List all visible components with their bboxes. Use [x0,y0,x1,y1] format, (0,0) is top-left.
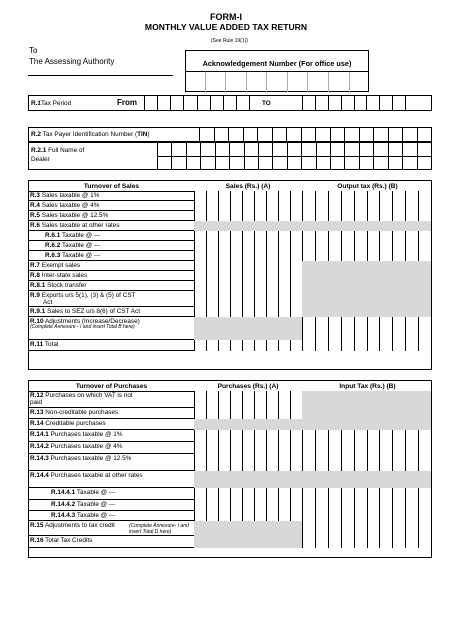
amount-cells[interactable] [194,511,302,521]
row-note: (Complete Annexure - I and insert Total B here) [30,324,135,330]
shaded-cell [302,408,431,419]
row-label: Creditable purchases [45,420,106,427]
dealer-label-2: Dealer [31,156,50,163]
to-period-label: TO [262,100,271,107]
shaded-cell [194,471,302,488]
authority-label: The Assessing Authority [29,57,115,66]
table-row [29,442,194,454]
amount-cells[interactable] [194,191,302,201]
amount-cells[interactable] [194,430,302,442]
amount-cells[interactable] [194,271,302,281]
dealer-label: Full Name of [48,147,85,154]
tax-cells[interactable] [302,211,431,221]
shaded-cell [302,221,431,231]
row-label: Purchases taxable @ 1% [50,431,123,438]
table-row [29,191,194,201]
shaded-cell [194,521,302,536]
tax-cells[interactable] [302,201,431,211]
ack-number-cells[interactable] [185,71,369,92]
row-code: R.9.1 [30,308,46,315]
shaded-cell [194,419,302,430]
shaded-cell [194,536,302,548]
amount-cells[interactable] [194,291,302,307]
row-code: R.6.3 [45,252,61,259]
shaded-cell [302,419,431,430]
shaded-cell [194,221,302,231]
to-label: To [29,46,38,55]
col-header-tax: Input Tax (Rs.) (B) [339,383,396,390]
tax-cells[interactable] [302,454,431,471]
row-code: R.6.2 [45,242,61,249]
amount-cells[interactable] [194,261,302,271]
address-line [28,75,173,76]
row-label-cont: paid [30,399,43,406]
sales-table [28,180,432,370]
table-row [29,488,194,500]
row-label: Sales taxable @ 12.5% [41,212,109,219]
tax-cells[interactable] [302,340,431,351]
row-code: R.14.3 [30,455,49,462]
table-row [29,221,194,231]
row-code: R.6.1 [45,232,61,239]
table-row [29,536,194,548]
shaded-cell [302,471,431,488]
amount-cells[interactable] [194,454,302,471]
table-row [29,271,194,281]
table-row [29,430,194,442]
tax-cells[interactable] [302,317,431,340]
tin-row: R.2 Tax Payer Identification Number (TIN) [28,127,432,142]
row-label: Exempt sales [41,262,81,269]
tin-label: Tax Payer Identification Number ( [42,131,138,138]
table-row [29,291,194,307]
row-code: R.10 [30,318,44,325]
form-title: MONTHLY VALUE ADDED TAX RETURN [144,22,308,32]
row-code: R.9 [30,292,40,299]
dealer-code: R.2.1 [31,147,47,154]
col-header-description: Turnover of Purchases [75,383,148,390]
col-header-amount: Sales (Rs.) (A) [225,183,271,190]
amount-cells[interactable] [194,281,302,291]
shaded-cell [194,317,302,340]
shaded-cell [302,307,431,317]
ack-box [185,50,369,92]
amount-cells[interactable] [194,211,302,221]
tax-period-row [28,95,432,111]
period-label: Tax Period [40,100,72,107]
row-label: Purchases taxable @ 12.5% [50,455,132,462]
row-code: R.14.2 [30,443,49,450]
row-label: Taxable @ --- [61,242,101,249]
shaded-cell [302,291,431,307]
row-code: R.16 [30,537,44,544]
row-code: R.14.4 [30,472,49,479]
table-row [29,211,194,221]
row-label: Taxable @ --- [76,489,116,496]
table-row [29,281,194,291]
row-label: Sales taxable @ 4% [41,202,100,209]
from-date-cells[interactable] [144,96,250,110]
ack-label: Acknowledgement Number (For office use) [202,59,352,68]
row-code: R.8.1 [30,282,46,289]
row-code: R.6 [30,222,40,229]
row-label: Sales to SEZ u/s 8(6) of CST Act [47,308,141,315]
table-row [29,241,194,251]
tin-abbr: TIN [137,131,148,138]
table-row [29,261,194,271]
row-label: Total [44,341,59,348]
amount-cells[interactable] [194,488,302,500]
row-code: R.3 [30,192,40,199]
row-label: Adjustments to tax credit [44,522,115,529]
period-code: R.1 [31,100,41,107]
amount-cells[interactable] [194,442,302,454]
amount-cells[interactable] [194,408,302,419]
row-label: Non-creditable purchases [45,409,119,416]
row-code: R.4 [30,202,40,209]
shaded-cell [302,281,431,291]
row-label: Taxable @ --- [61,252,101,259]
tin-cells[interactable] [199,128,431,141]
table-row [29,340,194,351]
row-label: Adjustments (Increase/Decrease) [44,318,140,325]
row-code: R.13 [30,409,44,416]
form-number: FORM-I [210,12,242,22]
row-code: R.5 [30,212,40,219]
table-row [29,419,194,430]
table-row [29,454,194,471]
shaded-cell [302,391,431,408]
rule-reference: (See Rule 19(1)) [211,38,248,44]
tax-cells[interactable] [302,536,431,548]
amount-cells[interactable] [194,201,302,211]
tax-cells[interactable] [302,521,431,536]
col-header-tax: Output tax (Rs.) (B) [337,183,398,190]
tax-cells[interactable] [302,241,431,251]
col-header-amount: Purchases (Rs.) (A) [217,383,279,390]
tax-cells[interactable] [302,511,431,521]
row-code: R.14.1 [30,431,49,438]
row-label: Sales taxable @ 1% [41,192,100,199]
row-label: Total Tax Credits [45,537,93,544]
tax-cells[interactable] [302,500,431,511]
to-date-cells[interactable] [302,96,406,110]
row-label: Purchases taxable @ 4% [50,443,123,450]
table-row [29,500,194,511]
row-code: R.14.4.2 [51,501,76,508]
amount-cells[interactable] [194,241,302,251]
row-label: Sales taxable at other rates [41,222,120,229]
row-note: (Complete Annexure- I and insert Total D here) [129,523,189,535]
table-row [29,408,194,419]
amount-cells[interactable] [194,500,302,511]
table-row [29,511,194,521]
purchases-table [28,380,432,558]
row-code: R.14.4.1 [51,489,76,496]
row-label: Inter-state sales [41,272,88,279]
amount-cells[interactable] [194,340,302,351]
tax-cells[interactable] [302,488,431,500]
dealer-name-cells[interactable] [157,143,431,169]
table-row [29,471,194,488]
table-row [29,231,194,241]
table-row [29,521,194,536]
tax-cells[interactable] [302,191,431,201]
amount-cells[interactable] [194,391,302,408]
tax-cells[interactable] [302,251,431,261]
row-code: R.15 [30,522,44,529]
row-code: R.12 [30,392,44,399]
tax-cells[interactable] [302,442,431,454]
table-row [29,251,194,261]
row-label: Taxable @ --- [61,232,101,239]
col-header-description: Turnover of Sales [83,183,140,190]
amount-cells[interactable] [194,251,302,261]
from-label: From [117,98,137,107]
shaded-cell [302,271,431,281]
tax-cells[interactable] [302,231,431,241]
tin-code: R.2 [31,131,41,138]
row-label: Purchases taxable at other rates [50,472,143,479]
row-label: Exports u/s 5(1), (3) & (5) of CST [41,292,136,299]
table-row [29,201,194,211]
shaded-cell [302,261,431,271]
row-label-cont: Act [43,299,53,306]
table-row [29,307,194,317]
amount-cells[interactable] [194,307,302,317]
amount-cells[interactable] [194,231,302,241]
row-label: Taxable @ --- [76,501,116,508]
table-row [29,317,194,340]
row-label: Purchases on which VAT is not [45,392,133,399]
row-code: R.14.4.3 [51,512,76,519]
table-row [29,391,194,408]
row-code: R.14 [30,420,44,427]
row-code: R.8 [30,272,40,279]
row-label: Stock transfer [47,282,87,289]
tax-cells[interactable] [302,430,431,442]
dealer-name-row [28,142,432,170]
row-code: R.11 [30,341,44,348]
row-label: Taxable @ --- [76,512,116,519]
row-code: R.7 [30,262,40,269]
